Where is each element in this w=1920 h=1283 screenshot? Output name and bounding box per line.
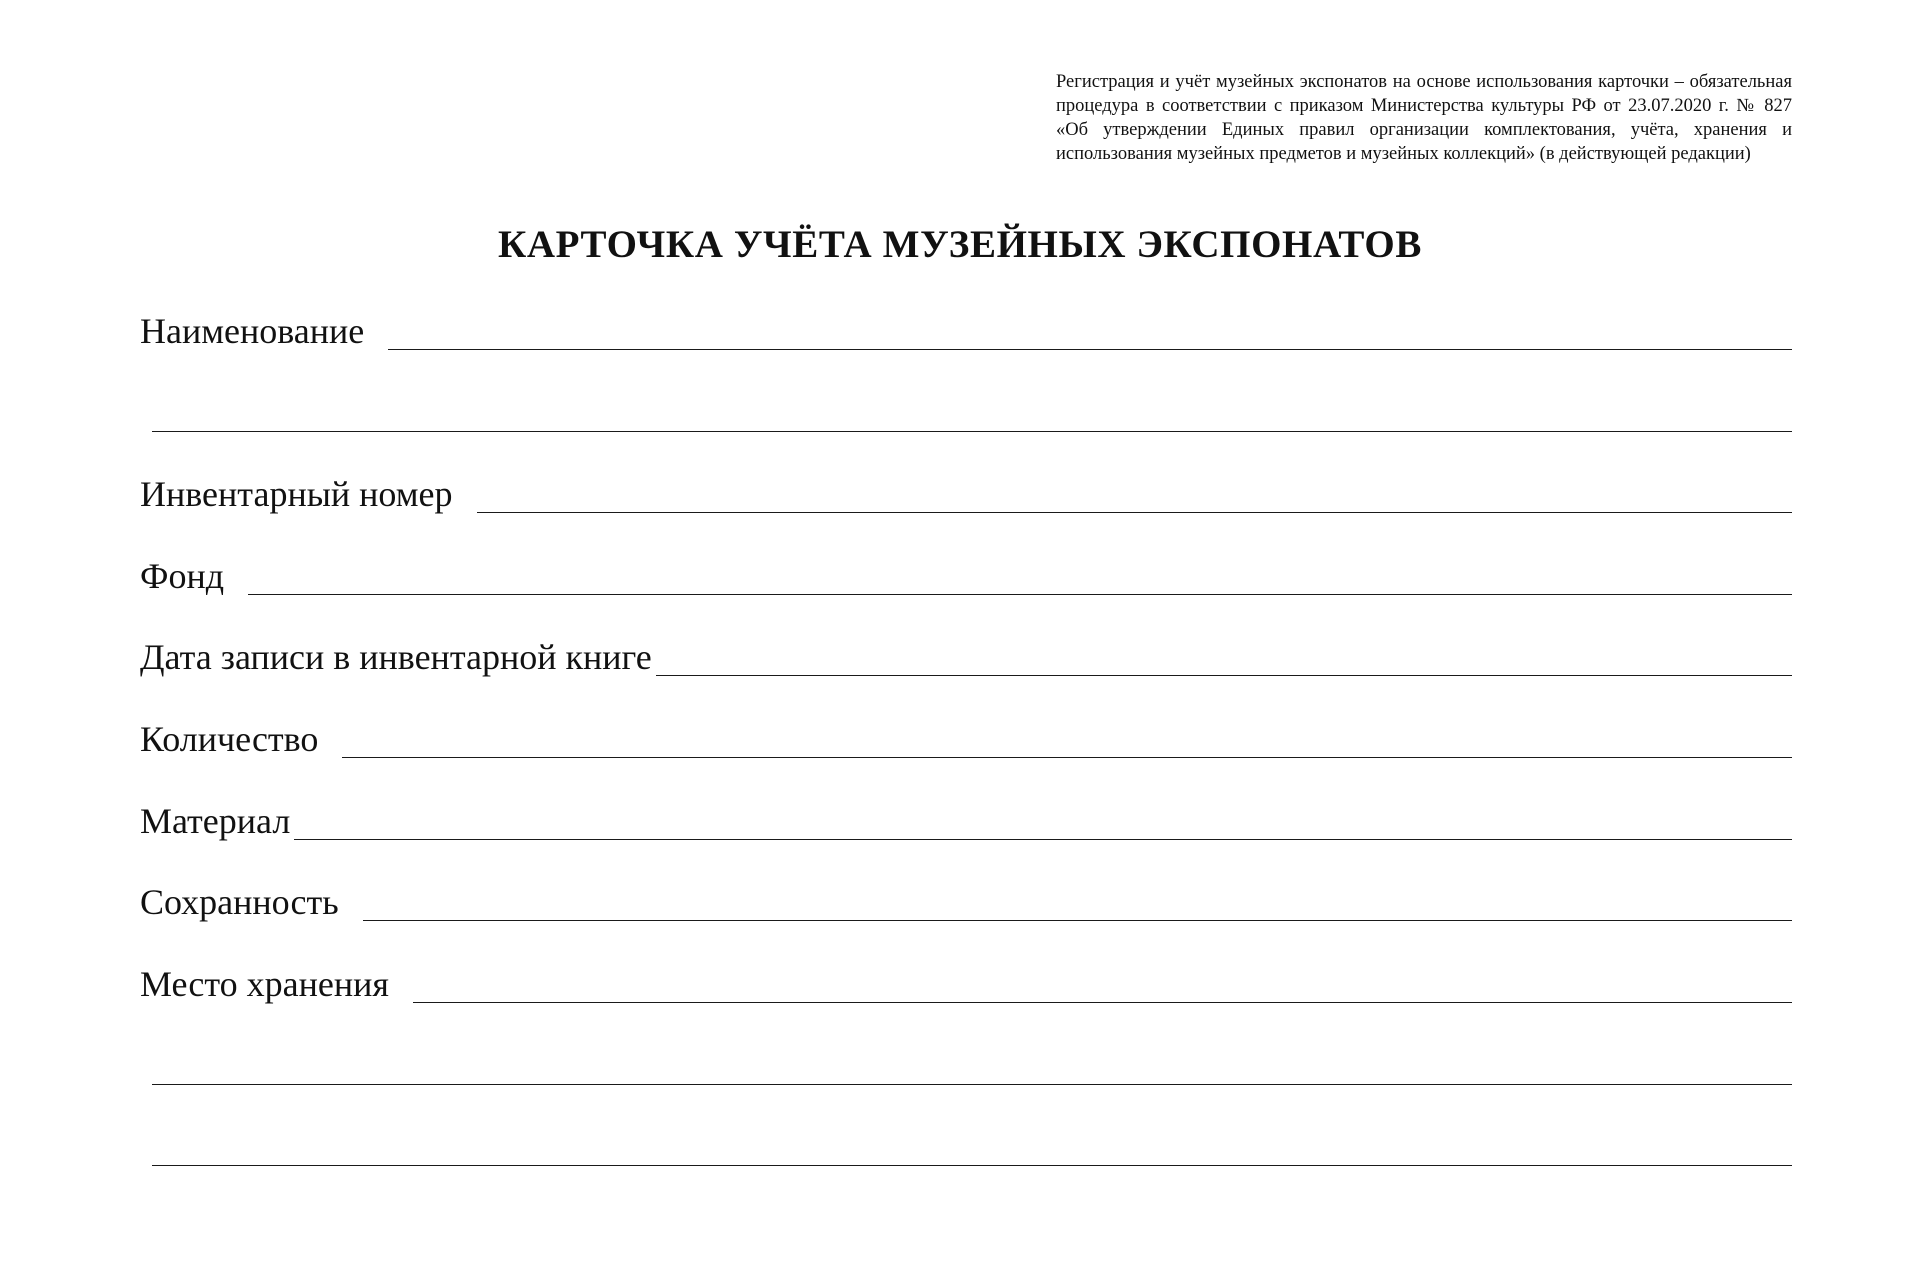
field-name-input-line[interactable] [388,347,1792,350]
field-inventory-number [140,465,1792,515]
field-inventory-number-label: Инвентарный номер [140,474,453,514]
field-storage-location [140,955,1792,1005]
field-record-date-label: Дата записи в инвентарной книге [140,637,652,677]
field-material-label: Материал [140,801,291,841]
field-name-label: Наименование [140,311,365,351]
field-storage-location-continuation-1 [140,1037,1792,1087]
legal-reference-note: Регистрация и учёт музейных экспонатов на основе использования карточки – обязательная процедура в соответствии с приказом Министерства культуры РФ от 23.07.2020 г. № 827 «Об утверждении Единых правил организации комплектования, учёта, хранения и использования музейных предметов и музейных коллекций» (в действующей редакции) [1056,72,1792,164]
field-storage-location-continuation-line-1[interactable] [152,1082,1792,1085]
field-name-continuation [140,384,1792,434]
field-fund [140,547,1792,597]
field-storage-location-continuation-line-2[interactable] [152,1163,1792,1166]
field-quantity-label: Количество [140,719,319,759]
field-condition-label: Сохранность [140,882,339,922]
field-material [140,792,1792,842]
field-record-date-input-line[interactable] [656,673,1792,676]
field-condition [140,873,1792,923]
field-quantity [140,710,1792,760]
field-record-date [140,628,1792,678]
field-fund-label: Фонд [140,556,225,596]
field-inventory-number-input-line[interactable] [477,510,1792,513]
field-condition-input-line[interactable] [363,918,1792,921]
field-quantity-input-line[interactable] [342,755,1792,758]
field-storage-location-input-line[interactable] [413,1000,1792,1003]
form-title: КАРТОЧКА УЧЁТА МУЗЕЙНЫХ ЭКСПОНАТОВ [498,223,1422,266]
field-name-continuation-line[interactable] [152,429,1792,432]
field-material-input-line[interactable] [294,837,1792,840]
field-fund-input-line[interactable] [248,592,1792,595]
field-storage-location-continuation-2 [140,1118,1792,1168]
field-name [140,302,1792,352]
field-storage-location-label: Место хранения [140,964,389,1004]
